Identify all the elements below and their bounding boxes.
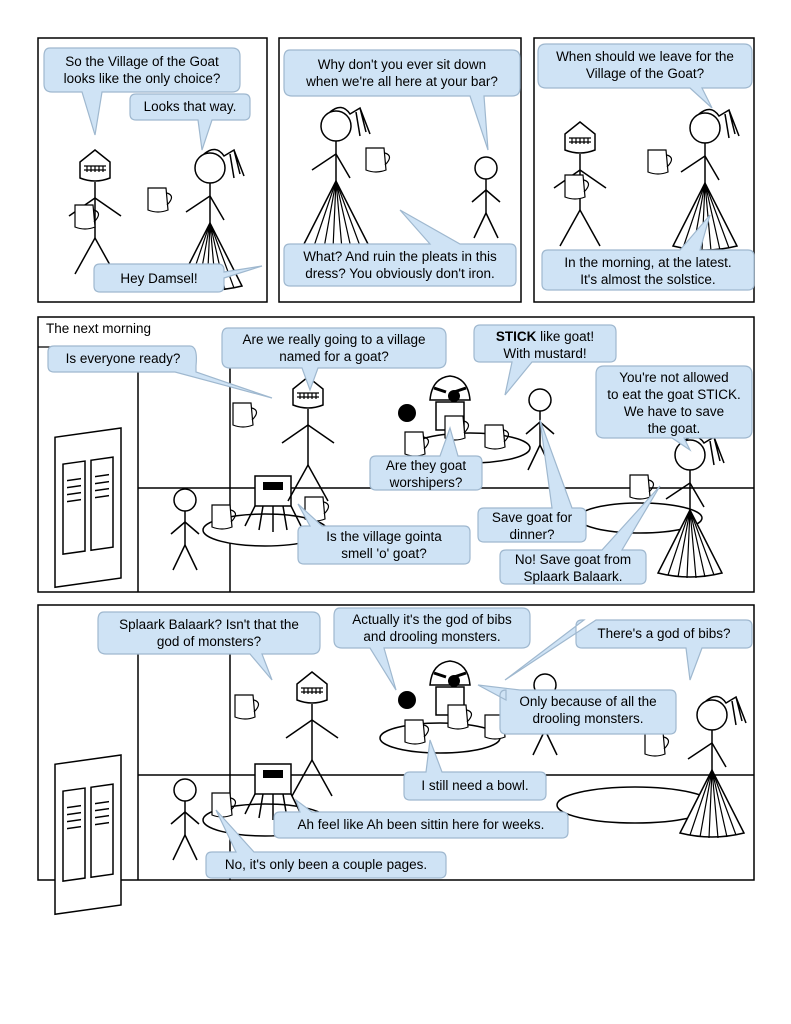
bubble-save-goat-for-dinner: Save goat for dinner? — [491, 510, 573, 542]
bubble-god-of-bibs: Actually it's the god of bibs and drooling monsters. — [352, 612, 512, 644]
stick-emphasis: STICK — [495, 329, 537, 344]
bubble-smell-o-goat: Is the village gointa smell 'o' goat? — [326, 529, 442, 561]
bubble-save-goat-from-splaark: No! Save goat from Splaark Balaark. — [514, 552, 632, 584]
bubble-god-of-monsters: Splaark Balaark? Isn't that the god of monsters? — [119, 617, 299, 649]
bubble-theres-a-god-of-bibs: There's a god of bibs? — [597, 626, 731, 641]
stick-like-goat-rest: like goat! With mustard! — [503, 329, 595, 361]
bubble-ruin-the-pleats: What? And ruin the pleats in this dress? You obviously don't iron. — [303, 249, 497, 281]
bubble-why-dont-you-sit: Why don't you ever sit down when we're all here at your bar? — [306, 57, 498, 89]
bubble-drooling-monsters: Only because of all the drooling monsters. — [519, 694, 657, 726]
bubble-stick-like-goat — [474, 328, 616, 362]
caption-next-morning: The next morning — [46, 321, 152, 336]
bubble-village-named-for-goat: Are we really going to a village named for a goat? — [242, 332, 426, 364]
bubble-hey-damsel: Hey Damsel! — [120, 271, 198, 286]
bubble-goat-worshipers: Are they goat worshipers? — [385, 458, 467, 490]
bubble-when-should-we-leave: When should we leave for the Village of the Goat? — [556, 49, 734, 81]
bubble-need-a-bowl: I still need a bowl. — [421, 778, 529, 793]
bubble-couple-pages: No, it's only been a couple pages. — [224, 857, 428, 872]
bubble-sittin-here-for-weeks: Ah feel like Ah been sittin here for weeks. — [297, 817, 545, 832]
bubble-in-the-morning: In the morning, at the latest. It's almost the solstice. — [564, 255, 732, 287]
bubble-is-everyone-ready: Is everyone ready? — [65, 351, 181, 366]
bubble-damsel-looks-that-way: Looks that way. — [143, 99, 237, 114]
bubble-not-allowed-to-eat: You're not allowed to eat the goat STICK. We have to save the goat. — [607, 370, 741, 436]
bubble-knight-village-choice: So the Village of the Goat looks like the only choice? — [63, 54, 221, 86]
